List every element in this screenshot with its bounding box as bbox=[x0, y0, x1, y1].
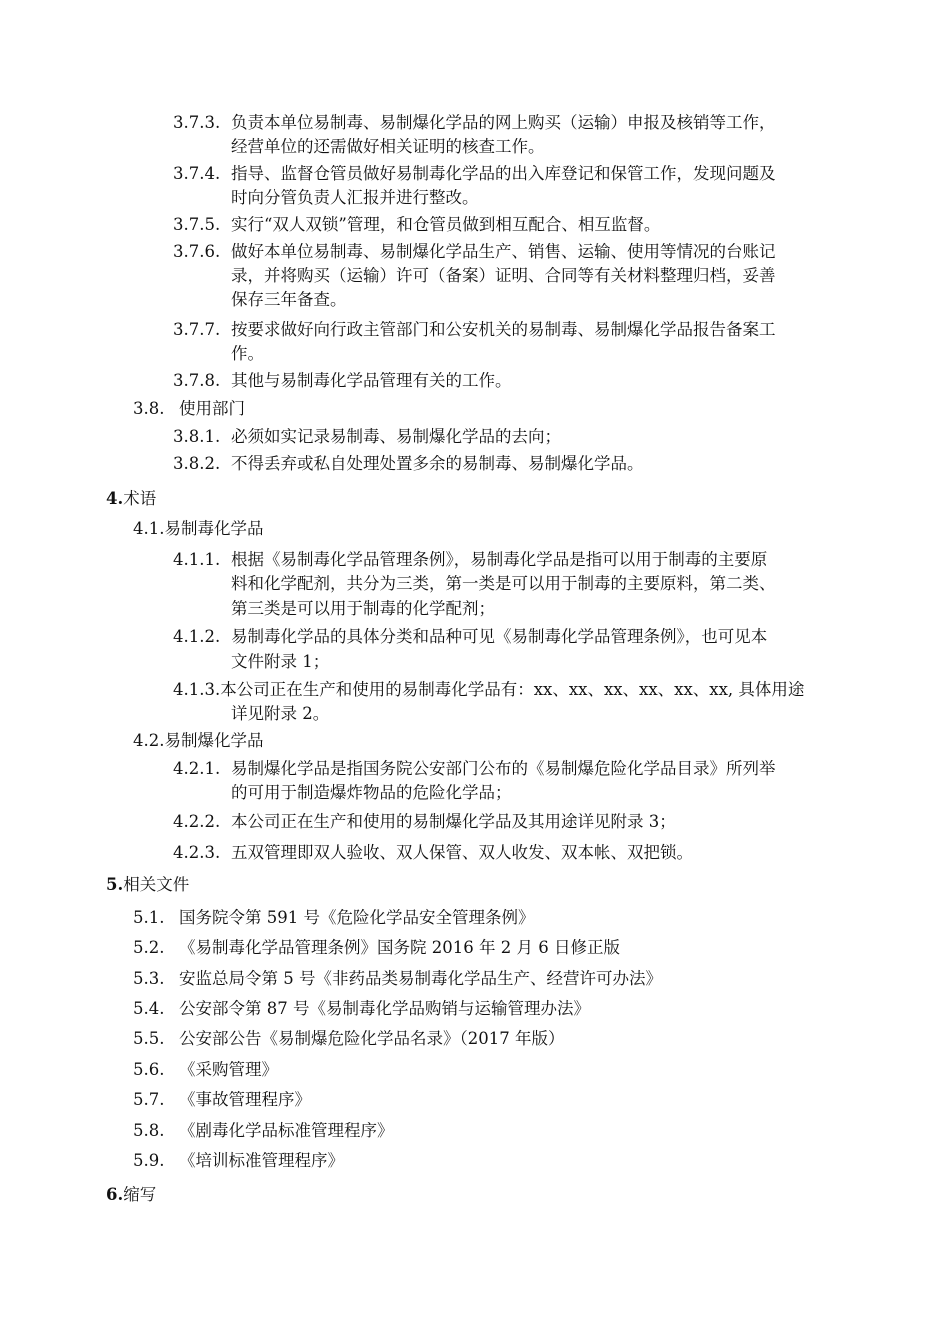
item-number: 4.1.2. bbox=[173, 627, 221, 646]
item-number: 3.7.3. bbox=[173, 113, 221, 132]
heading-number: 4. bbox=[106, 489, 124, 508]
item-text: 4.1.3.本公司正在生产和使用的易制毒化学品有：xx、xx、xx、xx、xx、xx, 具体用途 bbox=[173, 680, 805, 699]
item-number: 3.7.4. bbox=[173, 164, 221, 183]
item-text: 录，并将购买（运输）许可（备案）证明、合同等有关材料整理归档，妥善 bbox=[231, 266, 776, 285]
item-number: 4.1.1. bbox=[173, 550, 221, 569]
item-text: 易制爆化学品是指国务院公安部门公布的《易制爆危险化学品目录》所列举 bbox=[231, 759, 776, 778]
ref-text: 公安部令第 87 号《易制毒化学品购销与运输管理办法》 bbox=[179, 999, 590, 1018]
subsection-title: 4.2.易制爆化学品 bbox=[133, 731, 264, 750]
item-text: 不得丢弃或私自处理处置多余的易制毒、易制爆化学品。 bbox=[231, 454, 644, 473]
item-number: 3.8.2. bbox=[173, 454, 221, 473]
ref-number: 5.7. bbox=[133, 1090, 165, 1109]
ref-text: 《事故管理程序》 bbox=[179, 1090, 311, 1109]
item-text: 其他与易制毒化学品管理有关的工作。 bbox=[231, 371, 512, 390]
heading-section-4 bbox=[106, 486, 156, 512]
item-text: 指导、监督仓管员做好易制毒化学品的出入库登记和保管工作，发现问题及 bbox=[231, 164, 776, 183]
ref-text: 《培训标准管理程序》 bbox=[179, 1151, 344, 1170]
heading-title: 相关文件 bbox=[123, 875, 190, 894]
item-text: 详见附录 2。 bbox=[231, 704, 330, 723]
ref-text: 国务院令第 591 号《危险化学品安全管理条例》 bbox=[179, 908, 535, 927]
item-text: 时向分管负责人汇报并进行整改。 bbox=[231, 188, 479, 207]
item-number: 3.8.1. bbox=[173, 427, 221, 446]
heading-section-5 bbox=[106, 872, 189, 898]
item-number: 4.2.1. bbox=[173, 759, 221, 778]
section-title: 使用部门 bbox=[179, 399, 245, 418]
ref-text: 安监总局令第 5 号《非药品类易制毒化学品生产、经营许可办法》 bbox=[179, 969, 662, 988]
item-number: 3.7.7. bbox=[173, 320, 221, 339]
item-text: 根据《易制毒化学品管理条例》，易制毒化学品是指可以用于制毒的主要原 bbox=[231, 550, 768, 569]
item-number: 3.7.5. bbox=[173, 215, 221, 234]
item-text: 作。 bbox=[231, 344, 264, 363]
ref-text: 《易制毒化学品管理条例》国务院 2016 年 2 月 6 日修正版 bbox=[179, 938, 620, 957]
ref-number: 5.5. bbox=[133, 1029, 165, 1048]
heading-title: 术语 bbox=[123, 489, 157, 508]
item-text: 必须如实记录易制毒、易制爆化学品的去向； bbox=[231, 427, 561, 446]
ref-number: 5.1. bbox=[133, 908, 165, 927]
ref-number: 5.6. bbox=[133, 1060, 165, 1079]
item-text: 做好本单位易制毒、易制爆化学品生产、销售、运输、使用等情况的台账记 bbox=[231, 242, 776, 261]
item-text: 五双管理即双人验收、双人保管、双人收发、双本帐、双把锁。 bbox=[231, 843, 693, 862]
section-number: 3.8. bbox=[133, 399, 165, 418]
heading-number: 5. bbox=[106, 875, 124, 894]
item-text: 实行“双人双锁”管理，和仓管员做到相互配合、相互监督。 bbox=[231, 215, 661, 234]
item-text: 第三类是可以用于制毒的化学配剂； bbox=[231, 599, 495, 618]
item-text: 本公司正在生产和使用的易制爆化学品及其用途详见附录 3； bbox=[231, 812, 676, 831]
ref-number: 5.2. bbox=[133, 938, 165, 957]
ref-text: 《剧毒化学品标准管理程序》 bbox=[179, 1121, 394, 1140]
item-number: 3.7.8. bbox=[173, 371, 221, 390]
item-text: 负责本单位易制毒、易制爆化学品的网上购买（运输）申报及核销等工作， bbox=[231, 113, 776, 132]
item-text: 经营单位的还需做好相关证明的核查工作。 bbox=[231, 137, 545, 156]
item-text: 的可用于制造爆炸物品的危险化学品； bbox=[231, 783, 512, 802]
subsection-title: 4.1.易制毒化学品 bbox=[133, 519, 264, 538]
item-number: 3.7.6. bbox=[173, 242, 221, 261]
item-text: 按要求做好向行政主管部门和公安机关的易制毒、易制爆化学品报告备案工 bbox=[231, 320, 776, 339]
item-text: 料和化学配剂，共分为三类，第一类是可以用于制毒的主要原料，第二类、 bbox=[231, 574, 776, 593]
item-number: 4.2.3. bbox=[173, 843, 221, 862]
ref-number: 5.3. bbox=[133, 969, 165, 988]
ref-text: 《采购管理》 bbox=[179, 1060, 278, 1079]
heading-title: 缩写 bbox=[123, 1185, 157, 1204]
ref-number: 5.8. bbox=[133, 1121, 165, 1140]
heading-number: 6. bbox=[106, 1185, 124, 1204]
heading-section-6 bbox=[106, 1182, 156, 1208]
ref-text: 公安部公告《易制爆危险化学品名录》（2017 年版） bbox=[179, 1029, 565, 1048]
item-number: 4.2.2. bbox=[173, 812, 221, 831]
item-text: 保存三年备查。 bbox=[231, 290, 347, 309]
item-text: 文件附录 1； bbox=[231, 652, 330, 671]
ref-number: 5.4. bbox=[133, 999, 165, 1018]
item-text: 易制毒化学品的具体分类和品种可见《易制毒化学品管理条例》，也可见本 bbox=[231, 627, 768, 646]
ref-number: 5.9. bbox=[133, 1151, 165, 1170]
